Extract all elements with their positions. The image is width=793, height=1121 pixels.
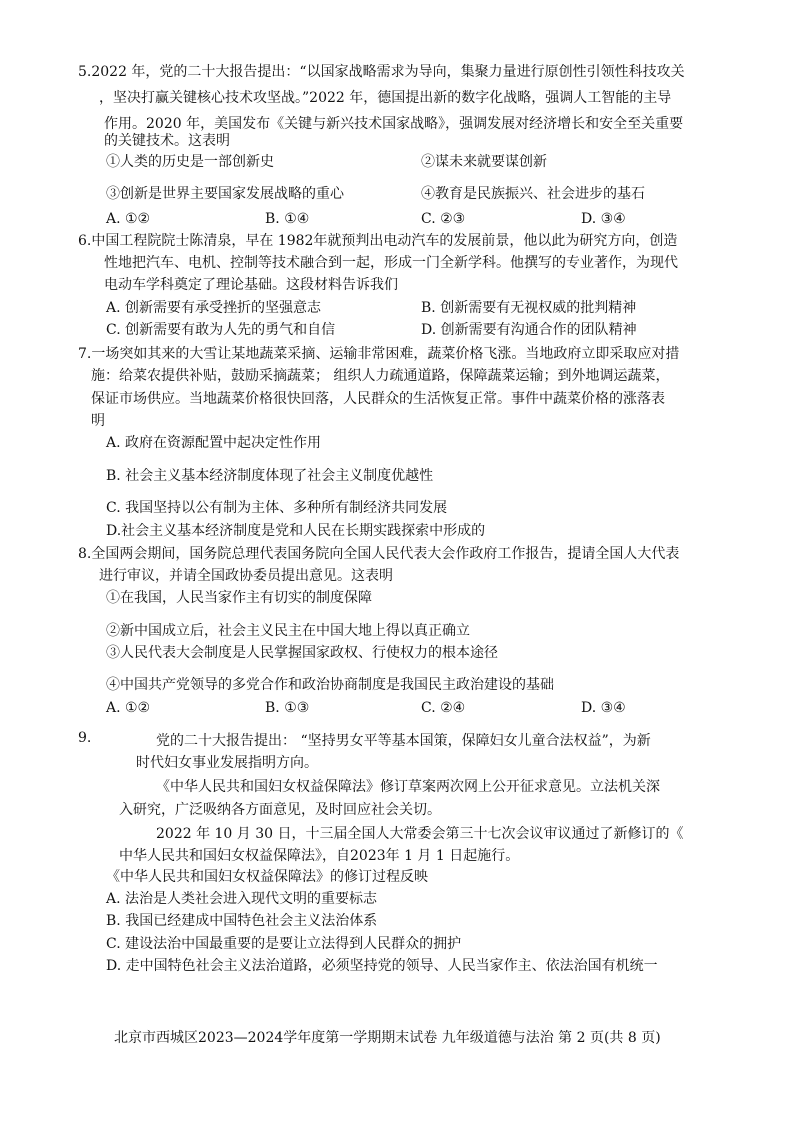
q7-stem-line-4: 明 — [91, 413, 105, 429]
q7-choice-c: C. 我国坚持以公有制为主体、多种所有制经济共同发展 — [106, 500, 448, 516]
q6-choice-c: C. 创新需要有敢为人先的勇气和自信 — [106, 322, 336, 338]
q7-stem-line-2: 施：给菜农提供补贴，鼓励采摘蔬菜； 组织人力疏通道路，保障蔬菜运输；到外地调运蔬菜， — [91, 368, 670, 384]
q9-material-line-5: 2022 年 10 月 30 日，十三届全国人大常委会第三十七次会议审议通过了新修订的《 — [156, 826, 684, 842]
q9-question: 《中华人民共和国妇女权益保障法》的修订过程反映 — [106, 869, 428, 885]
q6-choice-d: D. 创新需要有沟通合作的团队精神 — [421, 322, 637, 338]
q9-material-line-6: 中华人民共和国妇女权益保障法》，自2023年 1 月 1 日起施行。 — [119, 848, 520, 864]
q5-item-4: ④教育是民族振兴、社会进步的基石 — [421, 186, 645, 202]
q9-material-line-3: 《中华人民共和国妇女权益保障法》修订草案两次网上公开征求意见。立法机关深 — [156, 779, 660, 795]
q7-stem-line-3: 保证市场供应。当地蔬菜价格很快回落，人民群众的生活恢复正常。事件中蔬菜价格的涨落表 — [91, 391, 665, 407]
q8-item-4: ④中国共产党领导的多党合作和政治协商制度是我国民主政治建设的基础 — [106, 677, 554, 693]
q9-material-line-2: 时代妇女事业发展指明方向。 — [136, 755, 318, 771]
q9-choice-d: D. 走中国特色社会主义法治道路，必须坚持党的领导、人民当家作主、依法治国有机统一 — [106, 958, 658, 974]
q6-choice-a: A. 创新需要有承受挫折的坚强意志 — [106, 300, 322, 316]
q9-number: 9. — [78, 730, 92, 746]
q6-stem-line-3: 电动车学科奠定了理论基础。这段材料告诉我们 — [104, 277, 398, 293]
q5-choice-c: C. ②③ — [421, 211, 466, 227]
q9-material-line-1: 党的二十大报告提出： “坚持男女平等基本国策，保障妇女儿童合法权益”，为新 — [156, 733, 651, 749]
q8-item-1: ①在我国，人民当家作主有切实的制度保障 — [106, 590, 372, 606]
q5-item-2: ②谋未来就要谋创新 — [421, 154, 547, 170]
q9-material-line-4: 入研究，广泛吸纳各方面意见，及时回应社会关切。 — [119, 802, 441, 818]
q5-stem-line-4: 的关键技术。这表明 — [104, 133, 230, 149]
q8-choice-a: A. ①② — [106, 700, 151, 716]
q7-choice-d: D.社会主义基本经济制度是党和人民在长期实践探索中形成的 — [106, 523, 486, 539]
q5-stem-line-2: ，坚决打赢关键核心技术攻坚战。”2022 年，德国提出新的数字化战略，强调人工智能的主导 — [99, 90, 672, 106]
q5-item-3: ③创新是世界主要国家发展战略的重心 — [106, 186, 344, 202]
page-footer: 北京市西城区2023—2024学年度第一学期期末试卷 九年级道德与法治 第 2 页(共 8 页) — [114, 1030, 661, 1046]
q9-choice-b: B. 我国已经建成中国特色社会主义法治体系 — [106, 913, 378, 929]
q8-choice-b: B. ①③ — [265, 700, 310, 716]
q8-item-3: ③人民代表大会制度是人民掌握国家政权、行使权力的根本途径 — [106, 645, 498, 661]
q8-choice-c: C. ②④ — [421, 700, 466, 716]
q5-choice-a: A. ①② — [106, 211, 151, 227]
q5-item-1: ①人类的历史是一部创新史 — [106, 154, 274, 170]
q6-stem-line-2: 性地把汽车、电机、控制等技术融合到一起，形成一门全新学科。他撰写的专业著作，为现代 — [104, 255, 678, 271]
q7-stem-line-1: 7.一场突如其来的大雪让某地蔬菜采摘、运输非常困难，蔬菜价格飞涨。当地政府立即采取应对措 — [78, 346, 680, 362]
q7-choice-b: B. 社会主义基本经济制度体现了社会主义制度优越性 — [106, 468, 434, 484]
q5-stem-line-3: 作用。2020 年，美国发布《关键与新兴技术国家战略》，强调发展对经济增长和安全至关重要 — [104, 116, 684, 132]
q9-choice-c: C. 建设法治中国最重要的是要让立法得到人民群众的拥护 — [106, 936, 462, 952]
q8-stem-line-1: 8.全国两会期间，国务院总理代表国务院向全国人民代表大会作政府工作报告，提请全国人大代表 — [78, 546, 680, 562]
q8-item-2: ②新中国成立后，社会主义民主在中国大地上得以真正确立 — [106, 623, 470, 639]
q7-choice-a: A. 政府在资源配置中起决定性作用 — [106, 435, 322, 451]
q9-choice-a: A. 法治是人类社会进入现代文明的重要标志 — [106, 891, 378, 907]
q5-choice-d: D. ③④ — [581, 211, 626, 227]
q8-choice-d: D. ③④ — [581, 700, 626, 716]
q5-stem-line-1: 5.2022 年，党的二十大报告提出：“以国家战略需求为导向，集聚力量进行原创性引领性科技攻关 — [78, 64, 685, 80]
q6-stem-line-1: 6.中国工程院院士陈清泉，早在 1982年就预判出电动汽车的发展前景，他以此为研究方向，创造 — [78, 233, 678, 249]
q6-choice-b: B. 创新需要有无视权威的批判精神 — [421, 300, 637, 316]
q8-stem-line-2: 进行审议，并请全国政协委员提出意见。这表明 — [99, 568, 393, 584]
q5-choice-b: B. ①④ — [265, 211, 310, 227]
